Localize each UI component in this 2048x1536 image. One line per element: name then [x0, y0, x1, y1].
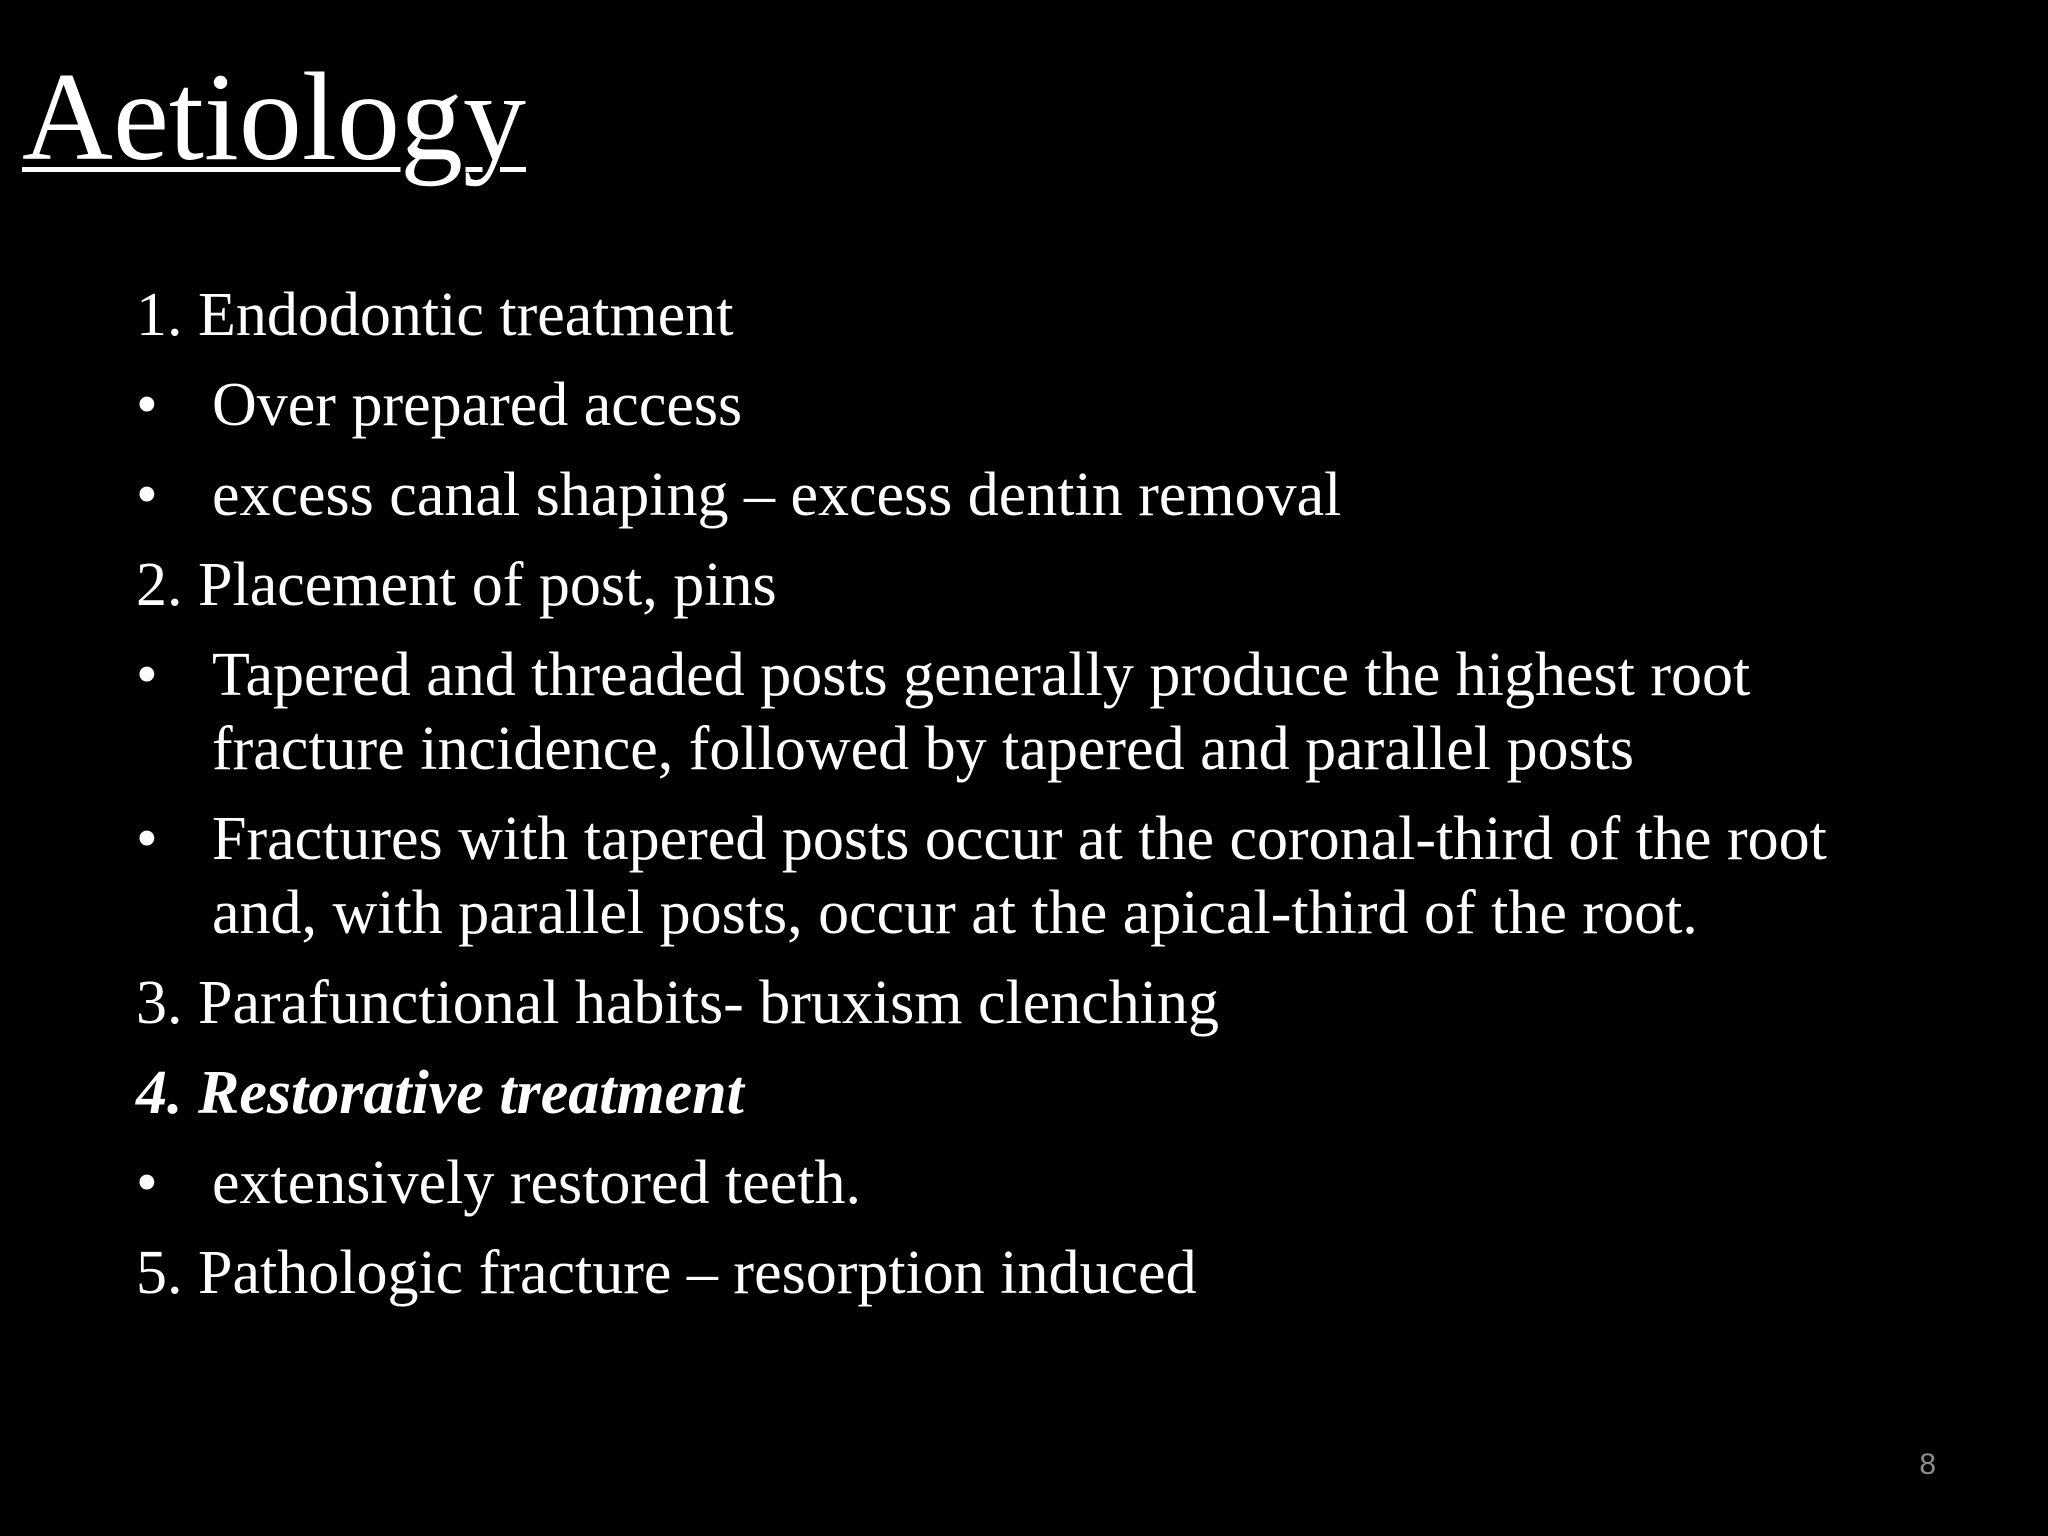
- bullet-icon: •: [136, 371, 158, 439]
- bullet-text: extensively restored teeth.: [212, 1149, 862, 1217]
- bullet-text: Tapered and threaded posts generally produce the highest root fracture incidence, followed by tapered and parallel posts: [212, 641, 1751, 783]
- numbered-item-4: 4. Restorative treatment: [136, 1059, 744, 1127]
- numbered-item-3: 3. Parafunctional habits- bruxism clenching: [136, 969, 1220, 1037]
- bullet-text: Over prepared access: [212, 371, 743, 439]
- numbered-item-1: 1. Endodontic treatment: [136, 281, 734, 349]
- page-number: 8: [1919, 1448, 1936, 1481]
- bullet-icon: •: [136, 461, 158, 529]
- slide-title: Aetiology: [22, 48, 526, 187]
- bullet-text: Fractures with tapered posts occur at the coronal-third of the root and, with parallel posts, occur at the apical-third of the root.: [212, 805, 1827, 947]
- bullet-item: [136, 1146, 1936, 1220]
- numbered-item-2: 2. Placement of post, pins: [136, 551, 777, 619]
- numbered-item-5: 5. Pathologic fracture – resorption induced: [136, 1239, 1197, 1307]
- bullet-item: [136, 458, 1936, 532]
- bullet-icon: •: [136, 641, 158, 709]
- slide-content: [136, 278, 1936, 1326]
- bullet-item: [136, 368, 1936, 442]
- bullet-icon: •: [136, 1149, 158, 1217]
- bullet-text: excess canal shaping – excess dentin removal: [212, 461, 1342, 529]
- bullet-item: [136, 638, 1936, 786]
- bullet-item: [136, 802, 1936, 950]
- bullet-icon: •: [136, 805, 158, 873]
